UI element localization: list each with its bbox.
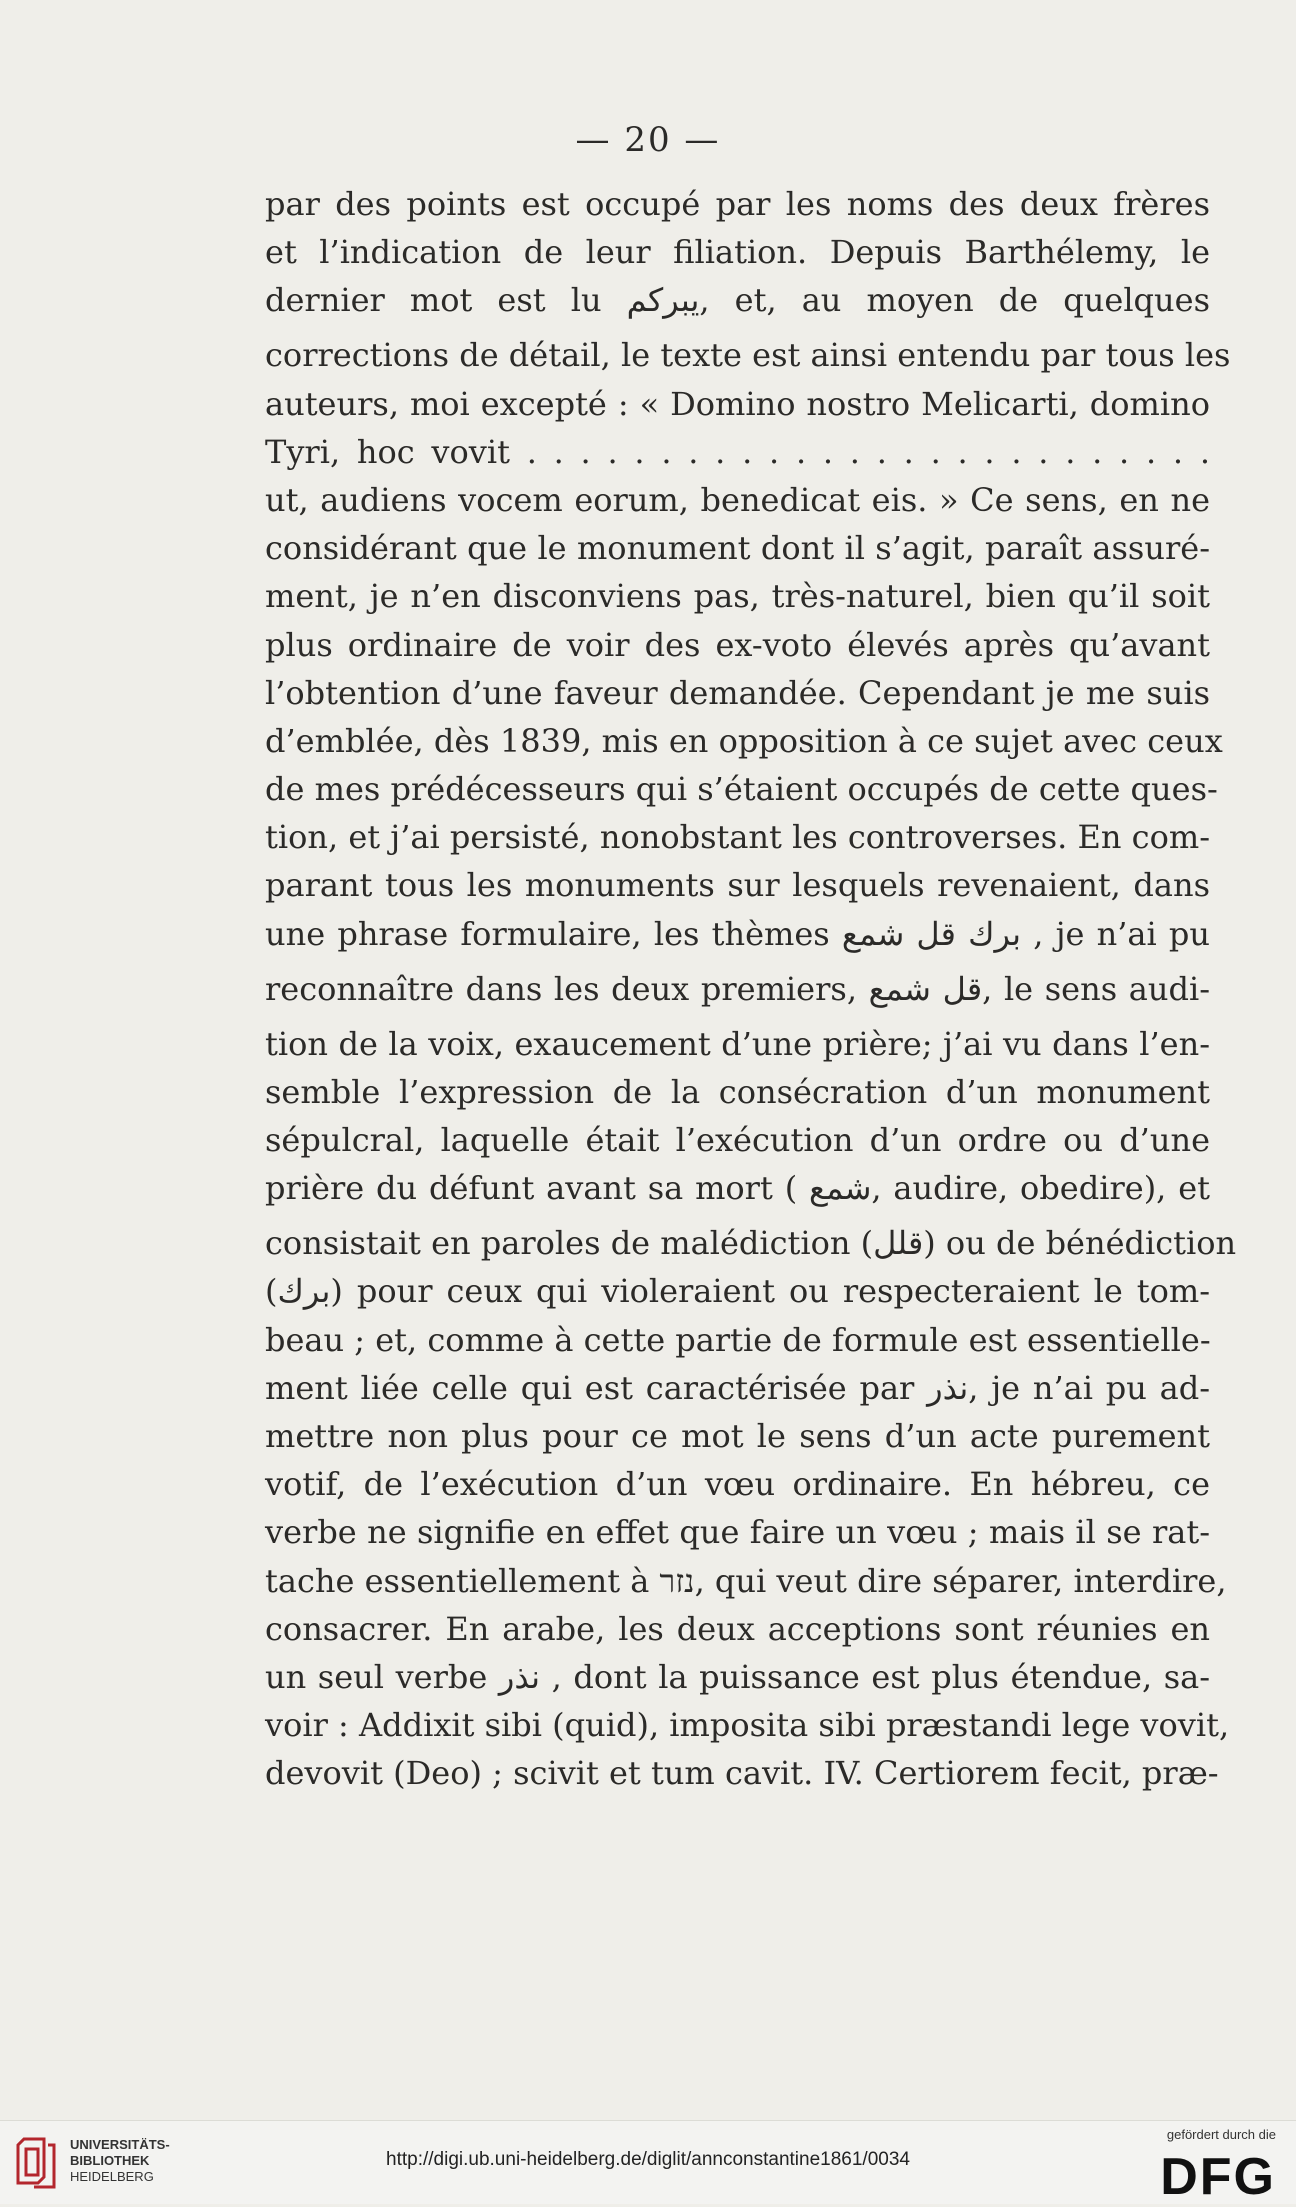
text-line: beau ; et, comme à cette partie de formule est essentielle- — [265, 1320, 1211, 1359]
text-line: de mes prédécesseurs qui s’étaient occupés de cette ques- — [265, 770, 1218, 809]
text-line: tion, et j’ai persisté, nonobstant les controverses. En com- — [265, 818, 1210, 857]
permalink-url[interactable]: http://digi.ub.uni-heidelberg.de/diglit/annconstantine1861/0034 — [386, 2149, 910, 2170]
text-line: par des points est occupé par les noms des deux frères — [265, 185, 1210, 223]
dfg-logo: DFG — [1160, 2148, 1276, 2206]
text-line: Tyri, hoc vovit . . . . . . . . . . . . . . . . . . . . . . . . . . — [265, 432, 1210, 471]
library-name-line: UNIVERSITÄTS- — [70, 2137, 170, 2152]
text-line: prière du défunt avant sa mort ( شمع, audire, obedire), et — [265, 1169, 1211, 1208]
text-line: tion de la voix, exaucement d’une prière; j’ai vu dans l’en- — [265, 1024, 1210, 1063]
text-line: verbe ne signifie en effet que faire un vœu ; mais il se rat- — [265, 1513, 1210, 1552]
library-name-line: BIBLIOTHEK — [70, 2153, 150, 2168]
text-line: sépulcral, laquelle était l’exécution d’un ordre ou d’une — [265, 1121, 1210, 1159]
page-number: — 20 — — [575, 120, 721, 160]
text-line: dernier mot est lu يبرکم, et, au moyen de quelques — [265, 281, 1211, 320]
text-line: corrections de détail, le texte est ainsi entendu par tous les — [265, 336, 1231, 375]
text-line: mettre non plus pour ce mot le sens d’un acte purement — [265, 1416, 1210, 1455]
sponsor-label: gefördert durch die — [1166, 2127, 1276, 2142]
text-line: ut, audiens vocem eorum, benedicat eis. » Ce sens, en ne — [265, 480, 1210, 519]
text-line: ment liée celle qui est caractérisée par نذر, je n’ai pu ad- — [265, 1368, 1211, 1407]
text-line: voir : Addixit sibi (quid), imposita sibi præstandi lege vovit, — [265, 1706, 1230, 1745]
text-line: ment, je n’en disconviens pas, très-naturel, bien qu’il soit — [265, 577, 1210, 616]
text-line: l’obtention d’une faveur demandée. Cependant je me suis — [265, 673, 1210, 712]
library-name-line: HEIDELBERG — [70, 2169, 154, 2184]
text-line: une phrase formulaire, les thèmes برك قل شمع , je n’ai pu — [265, 914, 1211, 953]
text-line: consistait en paroles de malédiction (قلل) ou de bénédiction — [265, 1224, 1237, 1263]
text-line: un seul verbe نذر , dont la puissance est plus étendue, sa- — [265, 1657, 1211, 1696]
text-line: consacrer. En arabe, les deux acceptions sont réunies en — [265, 1609, 1210, 1648]
text-line: semble l’expression de la consécration d’un monument — [265, 1072, 1210, 1111]
footer-bar — [0, 2120, 1296, 2204]
text-line: tache essentiellement à נזר, qui veut dire séparer, interdire, — [265, 1561, 1227, 1600]
text-line: devovit (Deo) ; scivit et tum cavit. IV. Certiorem fecit, præ- — [265, 1754, 1219, 1793]
text-line: auteurs, moi excepté : « Domino nostro Melicarti, domino — [265, 384, 1210, 423]
text-line: plus ordinaire de voir des ex-voto élevés après qu’avant — [265, 625, 1210, 664]
text-line: votif, de l’exécution d’un vœu ordinaire. En hébreu, ce — [265, 1465, 1210, 1504]
text-line: reconnaître dans les deux premiers, قل شمع, le sens audi- — [265, 969, 1211, 1008]
text-line: et l’indication de leur filiation. Depuis Barthélemy, le — [265, 233, 1210, 272]
text-line: parant tous les monuments sur lesquels revenaient, dans — [265, 866, 1210, 905]
body-text — [265, 180, 1237, 1797]
text-line: (برك) pour ceux qui violeraient ou respecteraient le tom- — [265, 1272, 1210, 1311]
text-line: d’emblée, dès 1839, mis en opposition à ce sujet avec ceux — [265, 721, 1223, 760]
text-line: considérant que le monument dont il s’agit, paraît assuré- — [265, 529, 1210, 568]
